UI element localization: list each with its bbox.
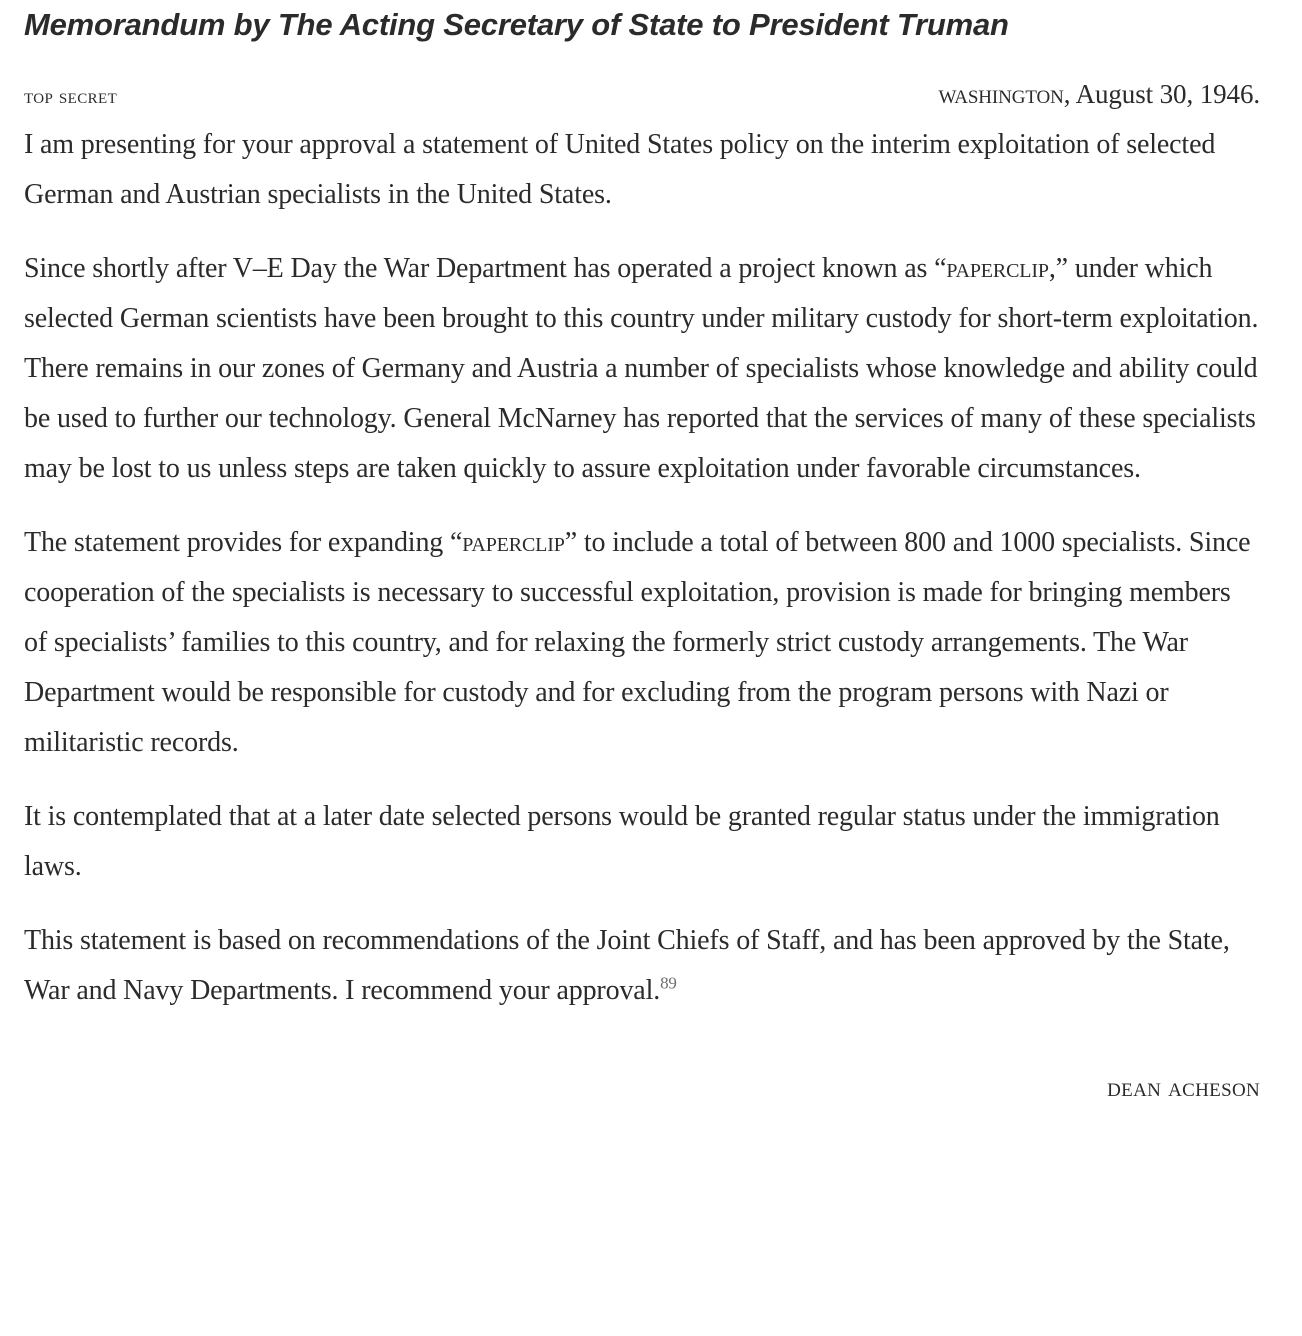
small-caps-term: paperclip xyxy=(946,252,1049,284)
paragraph-5: This statement is based on recommendations of the Joint Chiefs of Staff, and has been approved by the State, War and Navy Departments. I recommend your approval.$^{89}$ xyxy=(24,924,1230,1006)
dateline-place: washington xyxy=(938,78,1064,109)
paragraph-1: I am presenting for your approval a statement of United States policy on the interim exploitation of selected German and Austrian specialists in the United States. xyxy=(24,128,1216,210)
document-page xyxy=(0,6,1302,1103)
signature-row xyxy=(24,1072,1260,1103)
document-meta-row xyxy=(24,79,1260,110)
paragraph-2: Since shortly after V–E Day the War Department has operated a project known as “paperclip,” under which selected German scientists have been brought to this country under military custody for short-term exploitation. There remains in our zones of Germany and Austria a number of specialists whose knowledge and ability could be used to further our technology. General McNarney has reported that the services of many of these specialists may be lost to us unless steps are taken quickly to assure exploitation under favorable circumstances. xyxy=(24,252,1259,484)
classification-label: top secret xyxy=(24,83,118,108)
paragraph-4: It is contemplated that at a later date selected persons would be granted regular status under the immigration laws. xyxy=(24,800,1220,882)
dateline xyxy=(938,79,1260,110)
signature-name: dean acheson xyxy=(1107,1071,1260,1102)
document-body xyxy=(24,120,1260,1016)
small-caps-term: paperclip xyxy=(462,526,565,558)
paragraph-3: The statement provides for expanding “paperclip” to include a total of between 800 and 1000 specialists. Since cooperation of the specialists is necessary to successful exploitation, provision is made for bringing members of specialists’ families to this country, and for relaxing the formerly strict custody arrangements. The War Department would be responsible for custody and for excluding from the program persons with Nazi or militaristic records. xyxy=(24,526,1251,758)
page-title: Memorandum by The Acting Secretary of State to President Truman xyxy=(24,7,1009,42)
dateline-date: , August 30, 1946. xyxy=(1063,78,1260,109)
footnote-reference-link[interactable]: 89 xyxy=(660,973,677,993)
